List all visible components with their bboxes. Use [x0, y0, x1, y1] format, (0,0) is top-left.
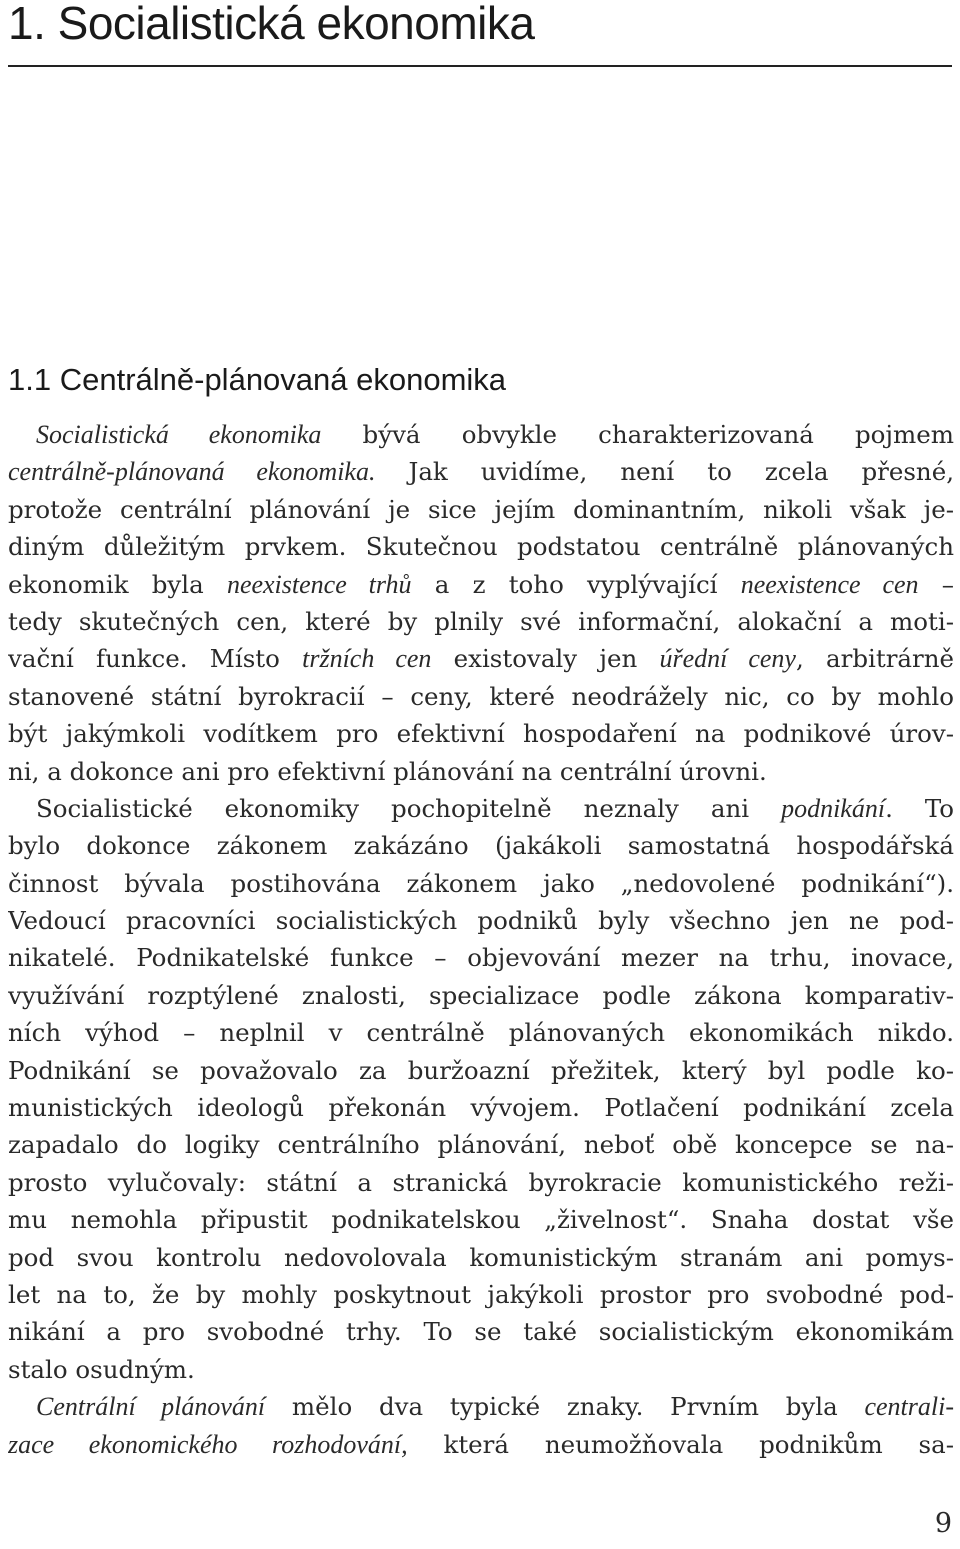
text-line: [8, 1239, 954, 1276]
text-line: [8, 827, 954, 864]
text-line: [8, 902, 954, 939]
text-line: [8, 640, 954, 677]
text-line: [8, 416, 954, 453]
text-segment: prosto vylučovaly: státní a stranická byrokracie komunistického reži-: [8, 1167, 954, 1197]
text-segment: Jak uvidíme, není to zcela přesné,: [375, 457, 954, 487]
text-segment: pod svou kontrolu nedovolovala komunistickým stranám ani pomys-: [8, 1242, 954, 1272]
italic-term: neexistence trhů: [226, 569, 412, 599]
text-segment: stalo osudným.: [8, 1354, 195, 1384]
italic-term: centrali-: [864, 1392, 954, 1422]
text-line: [8, 566, 954, 603]
text-segment: nikatelé. Podnikatelské funkce – objevování mezer na trhu, inovace,: [8, 943, 954, 973]
text-line: [8, 678, 954, 715]
text-line: [8, 865, 954, 902]
text-segment: vační funkce. Místo: [8, 644, 303, 674]
text-line: [8, 1201, 954, 1238]
text-segment: mu nemohla připustit podnikatelskou „živelnost“. Snaha dostat vše: [8, 1205, 954, 1235]
text-line: [8, 1388, 954, 1425]
text-line: [8, 1089, 954, 1126]
text-segment: být jakýmkoli vodítkem pro efektivní hospodaření na podnikové úrov-: [8, 719, 954, 749]
text-segment: využívání rozptýlené znalosti, specializace podle zákona komparativ-: [8, 980, 954, 1010]
text-segment: ekonomik byla: [8, 569, 227, 599]
chapter-title: 1. Socialistická ekonomika: [8, 0, 535, 49]
text-segment: nikání a pro svobodné trhy. To se také socialistickým ekonomikám: [8, 1317, 954, 1347]
italic-term: neexistence cen: [740, 569, 919, 599]
text-segment: protože centrální plánování je sice jejím dominantním, nikoli však je-: [8, 494, 954, 524]
italic-term: podnikání: [781, 793, 886, 823]
text-line: [8, 1052, 954, 1089]
text-segment: která neumožňovala podnikům sa-: [407, 1429, 954, 1459]
italic-term: Centrální plánování: [36, 1392, 266, 1422]
text-segment: Vedoucí pracovníci socialistických podniků byly všechno jen ne pod-: [8, 906, 954, 936]
italic-term: úřední ceny: [659, 644, 796, 674]
chapter-divider: [8, 65, 952, 67]
text-line: [8, 528, 954, 565]
text-line: [8, 977, 954, 1014]
text-segment: tedy skutečných cen, které by plnily své informační, alokační a moti-: [8, 606, 954, 636]
section-title: 1.1 Centrálně-plánovaná ekonomika: [8, 362, 507, 397]
text-segment: Podnikání se považovalo za buržoazní přežitek, který byl podle ko-: [8, 1055, 954, 1085]
text-line: [8, 1276, 954, 1313]
text-segment: , arbitrárně: [795, 644, 954, 674]
text-line: [8, 453, 954, 490]
text-line: [8, 1313, 954, 1350]
text-line: [8, 715, 954, 752]
text-segment: –: [918, 569, 954, 599]
text-segment: činnost bývala postihována zákonem jako „nedovolené podnikání“).: [8, 868, 954, 898]
text-segment: . To: [885, 793, 954, 823]
text-line: [8, 753, 954, 790]
text-line: [8, 1014, 954, 1051]
text-segment: a z toho vyplývající: [411, 569, 741, 599]
page-number: 9: [934, 1508, 952, 1539]
text-segment: munistických ideologů překonán vývojem. Potlačení podnikání zcela: [8, 1093, 954, 1123]
italic-term: Socialistická ekonomika: [36, 420, 322, 449]
text-segment: diným důležitým prvkem. Skutečnou podstatou centrálně plánovaných: [8, 532, 954, 562]
text-line: [8, 1126, 954, 1163]
text-line: [8, 1164, 954, 1201]
text-segment: ních výhod – neplnil v centrálně plánovaných ekonomikách nikdo.: [8, 1018, 954, 1048]
text-segment: let na to, že by mohly poskytnout jakýkoli prostor pro svobodné pod-: [8, 1279, 954, 1309]
text-segment: existovaly jen: [431, 644, 660, 674]
text-segment: mělo dva typické znaky. Prvním byla: [265, 1392, 865, 1422]
text-segment: stanovené státní byrokracií – ceny, které neodrážely nic, co by mohlo: [8, 681, 954, 711]
text-line: [8, 790, 954, 827]
text-segment: zapadalo do logiky centrálního plánování, neboť obě koncepce se na-: [8, 1130, 954, 1160]
text-segment: bývá obvykle charakterizovaná pojmem: [321, 420, 954, 449]
text-line: [8, 1351, 954, 1388]
text-segment: ni, a dokonce ani pro efektivní plánování na centrální úrovni.: [8, 756, 767, 786]
text-line: [8, 603, 954, 640]
body-text: [8, 416, 954, 1463]
text-line: [8, 1426, 954, 1463]
italic-term: centrálně-plánovaná ekonomika.: [8, 457, 376, 487]
italic-term: zace ekonomického rozhodování,: [8, 1429, 408, 1459]
text-line: [8, 939, 954, 976]
text-line: [8, 491, 954, 528]
text-segment: bylo dokonce zákonem zakázáno (jakákoli samostatná hospodářská: [8, 831, 954, 861]
text-segment: Socialistické ekonomiky pochopitelně neznaly ani: [36, 793, 782, 823]
italic-term: tržních cen: [302, 644, 432, 674]
